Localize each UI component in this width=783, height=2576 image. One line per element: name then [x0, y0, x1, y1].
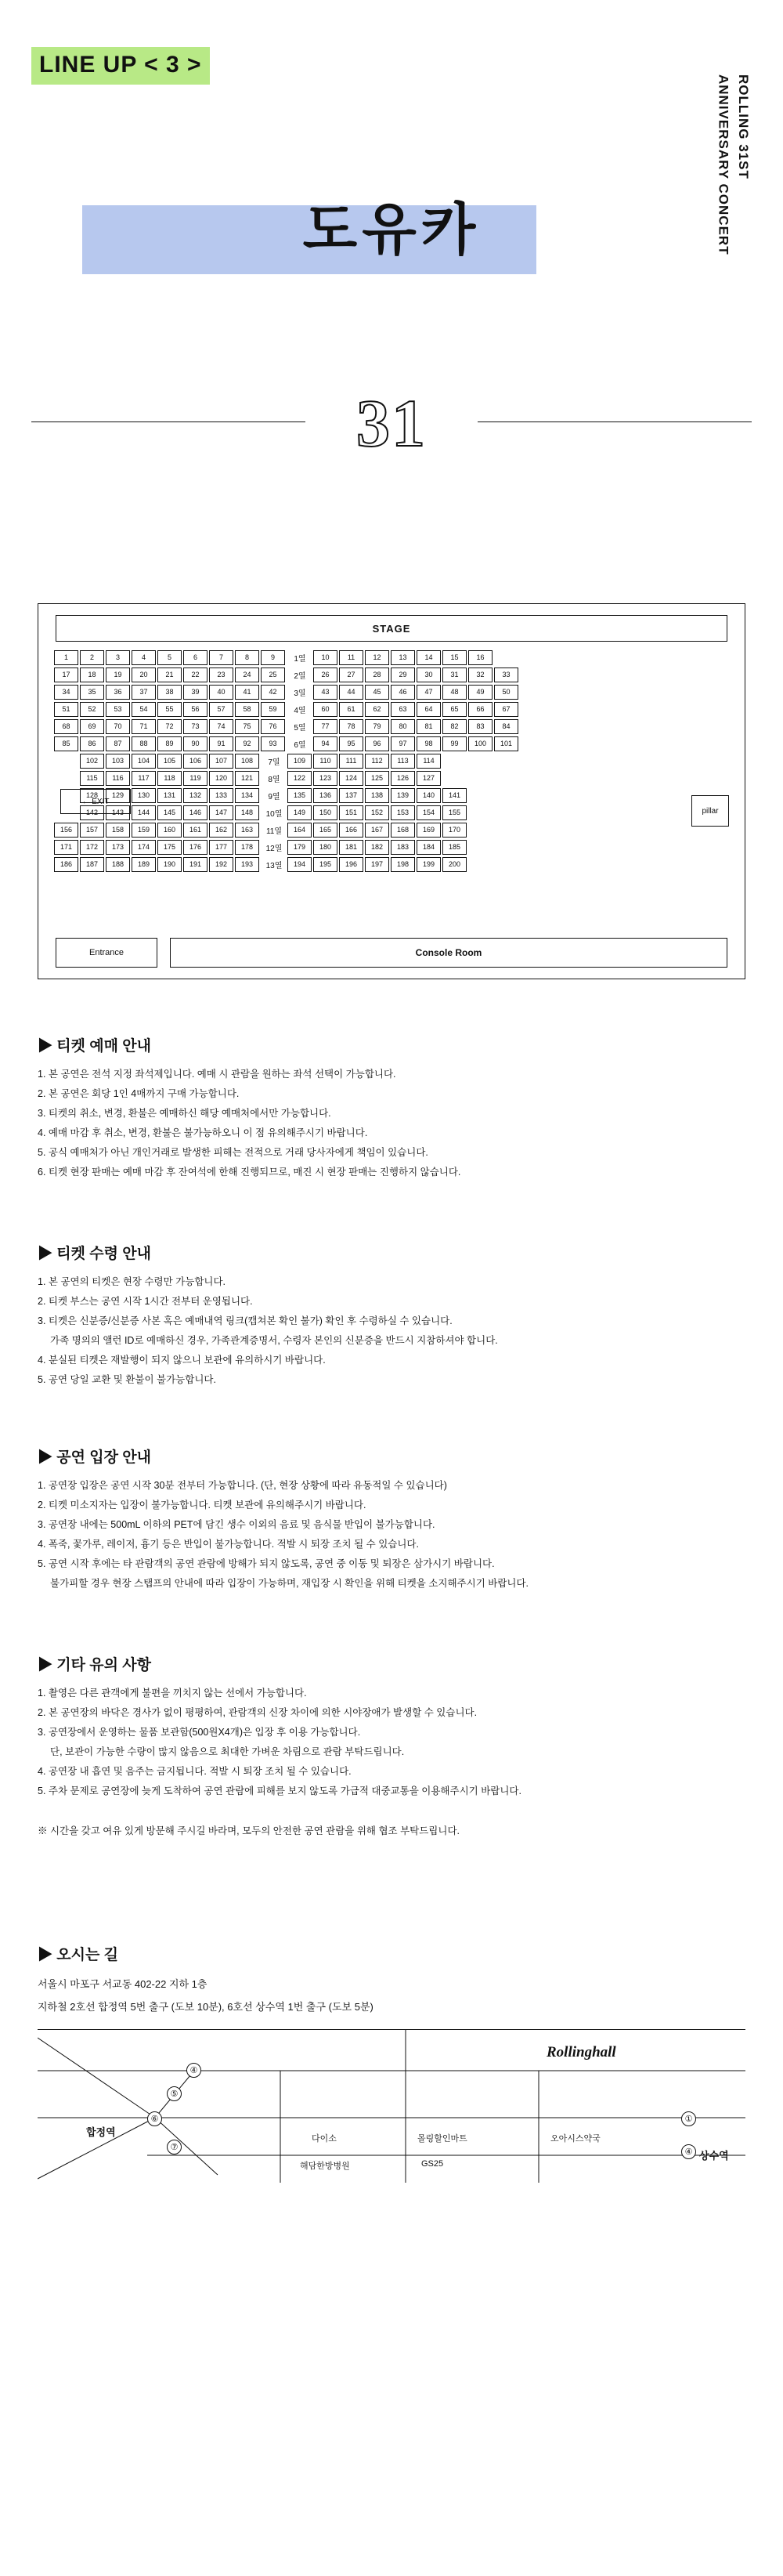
notice-line: 4. 폭죽, 꽃가루, 레이저, 흉기 등은 반입이 불가능합니다. 적발 시 퇴장 조치 될 수 있습니다.: [38, 1539, 419, 1550]
seat[interactable]: 142: [80, 805, 104, 820]
seat[interactable]: 62: [365, 702, 389, 717]
notice-line: 2. 티켓 부스는 공연 시작 1시간 전부터 운영됩니다.: [38, 1296, 253, 1307]
seat[interactable]: 78: [339, 719, 363, 734]
seat[interactable]: 169: [417, 823, 441, 838]
console-room-label: Console Room: [170, 938, 727, 968]
shop-daiso: 다이소: [312, 2134, 337, 2144]
section-title: ▶ 기타 유의 사항: [38, 1653, 745, 1674]
seat-spacer: [54, 754, 78, 769]
seat[interactable]: 28: [365, 668, 389, 682]
section-body: [38, 1684, 745, 1801]
seat[interactable]: 110: [313, 754, 337, 769]
exit-4-left: ④: [186, 2063, 201, 2078]
seat[interactable]: 184: [417, 840, 441, 855]
notice-line: 3. 공연장에서 운영하는 물품 보관함(500원X4개)은 입장 후 이용 가능합니다.: [38, 1727, 361, 1738]
seat[interactable]: 165: [313, 823, 337, 838]
seat[interactable]: 84: [494, 719, 518, 734]
notice-line: 6. 티켓 현장 판매는 예매 마감 후 잔여석에 한해 진행되므로, 매진 시 현장 판매는 진행하지 않습니다.: [38, 1167, 461, 1178]
seat[interactable]: 64: [417, 702, 441, 717]
notice-line: 불가피할 경우 현장 스탭프의 안내에 따라 입장이 가능하며, 재입장 시 확인을 위해 티켓을 소지해주시기 바랍니다.: [50, 1578, 529, 1589]
seat[interactable]: 168: [391, 823, 415, 838]
seat[interactable]: 188: [106, 857, 130, 872]
seat[interactable]: 10: [313, 650, 337, 665]
seat[interactable]: 152: [365, 805, 389, 820]
seat[interactable]: 163: [235, 823, 259, 838]
seat-row: [54, 753, 729, 769]
seat[interactable]: 82: [442, 719, 467, 734]
seat[interactable]: 52: [80, 702, 104, 717]
seat[interactable]: 156: [54, 823, 78, 838]
seat[interactable]: 55: [157, 702, 182, 717]
row-label: 4열: [294, 706, 306, 715]
section-title: ▶ 공연 입장 안내: [38, 1445, 745, 1467]
station-hapjeong: 합정역: [86, 2126, 116, 2139]
seat[interactable]: 5: [157, 650, 182, 665]
seat[interactable]: 17: [54, 668, 78, 682]
seat[interactable]: 46: [391, 685, 415, 700]
seat-row: [54, 701, 729, 717]
notice-line: 4. 분실된 티켓은 재발행이 되지 않으니 보관에 유의하시기 바랍니다.: [38, 1355, 326, 1366]
seat[interactable]: 119: [183, 771, 207, 786]
shop-mart: 몰링할인마트: [417, 2134, 467, 2144]
seat[interactable]: 15: [442, 650, 467, 665]
seat[interactable]: 113: [391, 754, 415, 769]
notice-line: 가족 명의의 앨런 ID로 예매하신 경우, 가족관계증명서, 수령자 본인의 신분증을 반드시 지참하셔야 합니다.: [50, 1335, 498, 1346]
seat[interactable]: 111: [339, 754, 363, 769]
seat-row: [54, 787, 729, 803]
notice-line: 3. 공연장 내에는 500mL 이하의 PET에 담긴 생수 이외의 음료 및 음식물 반입이 불가능합니다.: [38, 1519, 435, 1530]
seat[interactable]: 56: [183, 702, 207, 717]
seat[interactable]: 187: [80, 857, 104, 872]
seat[interactable]: 92: [235, 736, 259, 751]
seat[interactable]: 6: [183, 650, 207, 665]
seat[interactable]: 191: [183, 857, 207, 872]
seat[interactable]: 106: [183, 754, 207, 769]
seat[interactable]: 173: [106, 840, 130, 855]
seat[interactable]: 66: [468, 702, 493, 717]
seat[interactable]: 127: [417, 771, 441, 786]
anniversary-logo: [0, 337, 783, 509]
seat[interactable]: 63: [391, 702, 415, 717]
seat[interactable]: 117: [132, 771, 156, 786]
seat[interactable]: 72: [157, 719, 182, 734]
seat[interactable]: 31: [442, 668, 467, 682]
seat[interactable]: 41: [235, 685, 259, 700]
seat[interactable]: 128: [80, 788, 104, 803]
seat[interactable]: 125: [365, 771, 389, 786]
seat[interactable]: 183: [391, 840, 415, 855]
map-roads: [38, 2030, 745, 2183]
seat[interactable]: 35: [80, 685, 104, 700]
row-label: 2열: [294, 671, 306, 681]
seat[interactable]: 8: [235, 650, 259, 665]
seat[interactable]: 161: [183, 823, 207, 838]
seat[interactable]: 49: [468, 685, 493, 700]
seat[interactable]: 79: [365, 719, 389, 734]
seat[interactable]: 65: [442, 702, 467, 717]
address-line-2: 지하철 2호선 합정역 5번 출구 (도보 10분), 6호선 상수역 1번 출구 (도보 5분): [38, 2000, 373, 2013]
seat[interactable]: 100: [468, 736, 493, 751]
row-label: 7열: [268, 758, 280, 767]
exit-6-left: ⑥: [147, 2111, 162, 2126]
seat[interactable]: 102: [80, 754, 104, 769]
notice-line: 5. 공식 예매처가 아닌 개인거래로 발생한 피해는 전적으로 거래 당사자에게 책임이 있습니다.: [38, 1147, 428, 1158]
seat[interactable]: 77: [313, 719, 337, 734]
seat[interactable]: 44: [339, 685, 363, 700]
seat-spacer: [54, 771, 78, 786]
seat[interactable]: 54: [132, 702, 156, 717]
seat[interactable]: 22: [183, 668, 207, 682]
seat[interactable]: 74: [209, 719, 233, 734]
seat-map: [38, 603, 745, 979]
seat[interactable]: 172: [80, 840, 104, 855]
section-directions: [38, 1943, 745, 2182]
seat[interactable]: 194: [287, 857, 312, 872]
seat[interactable]: 174: [132, 840, 156, 855]
seat[interactable]: 116: [106, 771, 130, 786]
seat[interactable]: 51: [54, 702, 78, 717]
seat[interactable]: 181: [339, 840, 363, 855]
section-body: [38, 1476, 745, 1594]
venue-label: Rollinghall: [547, 2044, 616, 2061]
seat[interactable]: 3: [106, 650, 130, 665]
seat[interactable]: 43: [313, 685, 337, 700]
seat[interactable]: 97: [391, 736, 415, 751]
seat[interactable]: 58: [235, 702, 259, 717]
seat[interactable]: 81: [417, 719, 441, 734]
seat[interactable]: 96: [365, 736, 389, 751]
seat-rows: [54, 649, 729, 874]
seat[interactable]: 90: [183, 736, 207, 751]
seat[interactable]: 33: [494, 668, 518, 682]
seat[interactable]: 198: [391, 857, 415, 872]
seat[interactable]: 150: [313, 805, 337, 820]
seat[interactable]: 107: [209, 754, 233, 769]
seat[interactable]: 148: [235, 805, 259, 820]
seat[interactable]: 137: [339, 788, 363, 803]
notice-line: 2. 본 공연은 회당 1인 4매까지 구매 가능합니다.: [38, 1088, 240, 1099]
seat[interactable]: 27: [339, 668, 363, 682]
seat[interactable]: 151: [339, 805, 363, 820]
seat[interactable]: 123: [313, 771, 337, 786]
seat[interactable]: 86: [80, 736, 104, 751]
seat[interactable]: 195: [313, 857, 337, 872]
seat[interactable]: 67: [494, 702, 518, 717]
seat[interactable]: 159: [132, 823, 156, 838]
seat[interactable]: 138: [365, 788, 389, 803]
seat[interactable]: 130: [132, 788, 156, 803]
seat[interactable]: 133: [209, 788, 233, 803]
seat[interactable]: 60: [313, 702, 337, 717]
seat[interactable]: 21: [157, 668, 182, 682]
seat[interactable]: 40: [209, 685, 233, 700]
seat[interactable]: 48: [442, 685, 467, 700]
notice-line: 3. 티켓은 신분증/신분증 사본 혹은 예매내역 링크(캡쳐본 확인 불가) 확인 후 수령하실 수 있습니다.: [38, 1315, 453, 1326]
section-ticket-booking: [38, 1034, 745, 1182]
seat[interactable]: 34: [54, 685, 78, 700]
row-label: 8열: [268, 775, 280, 784]
seat[interactable]: 95: [339, 736, 363, 751]
seat[interactable]: 45: [365, 685, 389, 700]
seat[interactable]: 36: [106, 685, 130, 700]
seat[interactable]: 126: [391, 771, 415, 786]
seat-row: [54, 770, 729, 786]
seat[interactable]: 14: [417, 650, 441, 665]
seat[interactable]: 112: [365, 754, 389, 769]
seat-row: [54, 649, 729, 665]
anniversary-title: ROLLING 31ST ANNIVERSARY CONCERT: [716, 74, 751, 255]
row-label: 5열: [294, 723, 306, 733]
notice-line: 4. 공연장 내 흡연 및 음주는 금지됩니다. 적발 시 퇴장 조치 될 수 있습니다.: [38, 1766, 352, 1777]
seat[interactable]: 13: [391, 650, 415, 665]
seat[interactable]: 12: [365, 650, 389, 665]
seat[interactable]: 118: [157, 771, 182, 786]
seat[interactable]: 69: [80, 719, 104, 734]
seat[interactable]: 136: [313, 788, 337, 803]
seat[interactable]: 38: [157, 685, 182, 700]
logo-31: [305, 337, 478, 509]
notice-line: 1. 본 공연의 티켓은 현장 수령만 가능합니다.: [38, 1276, 226, 1287]
seat[interactable]: 50: [494, 685, 518, 700]
notice-line: 1. 공연장 입장은 공연 시작 30분 전부터 가능합니다. (단, 현장 상황에 따라 유동적일 수 있습니다): [38, 1480, 447, 1491]
seat[interactable]: 139: [391, 788, 415, 803]
seat[interactable]: 186: [54, 857, 78, 872]
lineup-badge: LINE UP < 3 >: [31, 47, 210, 85]
seat[interactable]: 70: [106, 719, 130, 734]
section-other-notices: [38, 1653, 745, 1841]
seat[interactable]: 115: [80, 771, 104, 786]
location-map: [38, 2029, 745, 2182]
seat[interactable]: 16: [468, 650, 493, 665]
seat[interactable]: 132: [183, 788, 207, 803]
seat[interactable]: 9: [261, 650, 285, 665]
section-footnote: ※ 시간을 갖고 여유 있게 방문해 주시길 바라며, 모두의 안전한 공연 관람을 위해 협조 부탁드립니다.: [38, 1825, 460, 1836]
notice-line: 1. 촬영은 다른 관객에게 불편을 끼치지 않는 선에서 가능합니다.: [38, 1688, 307, 1699]
seat[interactable]: 61: [339, 702, 363, 717]
seat[interactable]: 178: [235, 840, 259, 855]
seat[interactable]: 190: [157, 857, 182, 872]
seat[interactable]: 167: [365, 823, 389, 838]
seat-row: [54, 856, 729, 872]
seat[interactable]: 176: [183, 840, 207, 855]
seat[interactable]: 131: [157, 788, 182, 803]
logo-number: 31: [356, 385, 427, 461]
notice-line: 5. 주차 문제로 공연장에 늦게 도착하여 공연 관람에 피해를 보지 않도록 가급적 대중교통을 이용해주시기 바랍니다.: [38, 1785, 521, 1796]
seat[interactable]: 196: [339, 857, 363, 872]
seat[interactable]: 145: [157, 805, 182, 820]
section-body: [38, 1065, 745, 1182]
seat[interactable]: 4: [132, 650, 156, 665]
seat[interactable]: 18: [80, 668, 104, 682]
exit-label: ← EXIT: [60, 789, 131, 814]
notice-line: 1. 본 공연은 전석 지정 좌석제입니다. 예매 시 관람을 원하는 좌석 선택이 가능합니다.: [38, 1069, 396, 1080]
seat[interactable]: 7: [209, 650, 233, 665]
seat[interactable]: 182: [365, 840, 389, 855]
seat[interactable]: 135: [287, 788, 312, 803]
seat[interactable]: 143: [106, 805, 130, 820]
section-ticket-pickup: [38, 1242, 745, 1390]
seat[interactable]: 179: [287, 840, 312, 855]
section-body: [38, 1272, 745, 1390]
seat[interactable]: 24: [235, 668, 259, 682]
seat[interactable]: 93: [261, 736, 285, 751]
shop-hospital: 해담한방병원: [300, 2162, 350, 2172]
section-title: ▶ 티켓 예매 안내: [38, 1034, 745, 1055]
section-title: ▶ 티켓 수령 안내: [38, 1242, 745, 1263]
stage-label: STAGE: [56, 615, 727, 642]
seat[interactable]: 76: [261, 719, 285, 734]
seat[interactable]: 160: [157, 823, 182, 838]
seat[interactable]: 199: [417, 857, 441, 872]
entrance-label: Entrance: [56, 938, 157, 968]
seat[interactable]: 89: [157, 736, 182, 751]
seat[interactable]: 147: [209, 805, 233, 820]
seat[interactable]: 59: [261, 702, 285, 717]
seat[interactable]: 153: [391, 805, 415, 820]
seat[interactable]: 25: [261, 668, 285, 682]
notice-line: 5. 공연 시작 후에는 타 관람객의 공연 관람에 방해가 되지 않도록, 공연 중 이동 및 퇴장은 삼가시기 바랍니다.: [38, 1558, 495, 1569]
seat[interactable]: 177: [209, 840, 233, 855]
seat[interactable]: 158: [106, 823, 130, 838]
seat[interactable]: 193: [235, 857, 259, 872]
seat[interactable]: 2: [80, 650, 104, 665]
seat[interactable]: 73: [183, 719, 207, 734]
row-label: 1열: [294, 654, 306, 664]
shop-gs25: GS25: [421, 2159, 444, 2169]
seat[interactable]: 99: [442, 736, 467, 751]
seat[interactable]: 121: [235, 771, 259, 786]
seat[interactable]: 185: [442, 840, 467, 855]
exit-7-left: ⑦: [167, 2140, 182, 2155]
seat[interactable]: 109: [287, 754, 312, 769]
seat[interactable]: 94: [313, 736, 337, 751]
seat[interactable]: 103: [106, 754, 130, 769]
seat[interactable]: 20: [132, 668, 156, 682]
shop-pharmacy: 오아시스약국: [550, 2134, 601, 2144]
address-line-1: 서울시 마포구 서교동 402-22 지하 1층: [38, 1978, 207, 1990]
seat[interactable]: 98: [417, 736, 441, 751]
seat[interactable]: 146: [183, 805, 207, 820]
seat[interactable]: 108: [235, 754, 259, 769]
seat[interactable]: 101: [494, 736, 518, 751]
seat[interactable]: 47: [417, 685, 441, 700]
notice-line: 단, 보관이 가능한 수량이 많지 않음으로 최대한 가벼운 차림으로 관람 부탁드립니다.: [50, 1746, 405, 1757]
seat[interactable]: 200: [442, 857, 467, 872]
exit-1-right: ①: [681, 2111, 696, 2126]
seat[interactable]: 42: [261, 685, 285, 700]
seat-row: [54, 684, 729, 700]
row-label: 9열: [268, 792, 280, 801]
seat[interactable]: 154: [417, 805, 441, 820]
seat[interactable]: 83: [468, 719, 493, 734]
seat[interactable]: 105: [157, 754, 182, 769]
seat[interactable]: 164: [287, 823, 312, 838]
notice-line: 4. 예매 마감 후 취소, 변경, 환불은 불가능하오니 이 점 유의해주시기 바랍니다.: [38, 1127, 368, 1138]
seat[interactable]: 11: [339, 650, 363, 665]
seat[interactable]: 162: [209, 823, 233, 838]
row-label: 12열: [265, 844, 283, 853]
seat[interactable]: 170: [442, 823, 467, 838]
seat-row: [54, 667, 729, 682]
pillar-label: pillar: [691, 795, 729, 827]
exit-4-right: ④: [681, 2144, 696, 2159]
seat[interactable]: 175: [157, 840, 182, 855]
seat[interactable]: 141: [442, 788, 467, 803]
seat[interactable]: 30: [417, 668, 441, 682]
seat[interactable]: 144: [132, 805, 156, 820]
seat[interactable]: 80: [391, 719, 415, 734]
seat[interactable]: 155: [442, 805, 467, 820]
seat[interactable]: 85: [54, 736, 78, 751]
row-label: 13열: [265, 861, 283, 870]
row-label: 11열: [265, 827, 283, 836]
seat[interactable]: 71: [132, 719, 156, 734]
seat[interactable]: 32: [468, 668, 493, 682]
seat[interactable]: 140: [417, 788, 441, 803]
seat[interactable]: 53: [106, 702, 130, 717]
exit-5-left: ⑤: [167, 2086, 182, 2101]
seat[interactable]: 189: [132, 857, 156, 872]
seat[interactable]: 180: [313, 840, 337, 855]
seat[interactable]: 75: [235, 719, 259, 734]
seat[interactable]: 39: [183, 685, 207, 700]
seat[interactable]: 114: [417, 754, 441, 769]
seat[interactable]: 122: [287, 771, 312, 786]
seat[interactable]: 57: [209, 702, 233, 717]
seat[interactable]: 87: [106, 736, 130, 751]
seat[interactable]: 104: [132, 754, 156, 769]
seat[interactable]: 29: [391, 668, 415, 682]
seat-row: [54, 822, 729, 838]
seat-row: [54, 736, 729, 751]
seat[interactable]: 134: [235, 788, 259, 803]
seat[interactable]: 157: [80, 823, 104, 838]
seat[interactable]: 19: [106, 668, 130, 682]
seat[interactable]: 37: [132, 685, 156, 700]
seat[interactable]: 88: [132, 736, 156, 751]
seat[interactable]: 23: [209, 668, 233, 682]
notice-line: 2. 본 공연장의 바닥은 경사가 없이 평평하여, 관람객의 신장 차이에 의한 시야장애가 발생할 수 있습니다.: [38, 1707, 478, 1718]
seat-row: [54, 718, 729, 734]
artist-name: 도유카: [302, 199, 481, 262]
notice-line: 5. 공연 당일 교환 및 환불이 불가능합니다.: [38, 1374, 216, 1385]
seat[interactable]: 120: [209, 771, 233, 786]
seat[interactable]: 171: [54, 840, 78, 855]
seat[interactable]: 91: [209, 736, 233, 751]
seat[interactable]: 166: [339, 823, 363, 838]
seat-row: [54, 839, 729, 855]
seat[interactable]: 192: [209, 857, 233, 872]
notice-line: 3. 티켓의 취소, 변경, 환불은 예매하신 해당 예매처에서만 가능합니다.: [38, 1108, 331, 1119]
seat[interactable]: 1: [54, 650, 78, 665]
station-sangsu: 상수역: [699, 2150, 729, 2162]
section-entry: [38, 1445, 745, 1594]
seat[interactable]: 129: [106, 788, 130, 803]
seat[interactable]: 68: [54, 719, 78, 734]
seat-row: [54, 805, 729, 820]
seat[interactable]: 26: [313, 668, 337, 682]
seat[interactable]: 149: [287, 805, 312, 820]
section-title: ▶ 오시는 길: [38, 1943, 745, 1964]
row-label: 10열: [265, 809, 283, 819]
seat[interactable]: 124: [339, 771, 363, 786]
row-label: 6열: [294, 740, 306, 750]
seat[interactable]: 197: [365, 857, 389, 872]
row-label: 3열: [294, 689, 306, 698]
notice-line: 2. 티켓 미소지자는 입장이 불가능합니다. 티켓 보관에 유의해주시기 바랍니다.: [38, 1500, 366, 1511]
